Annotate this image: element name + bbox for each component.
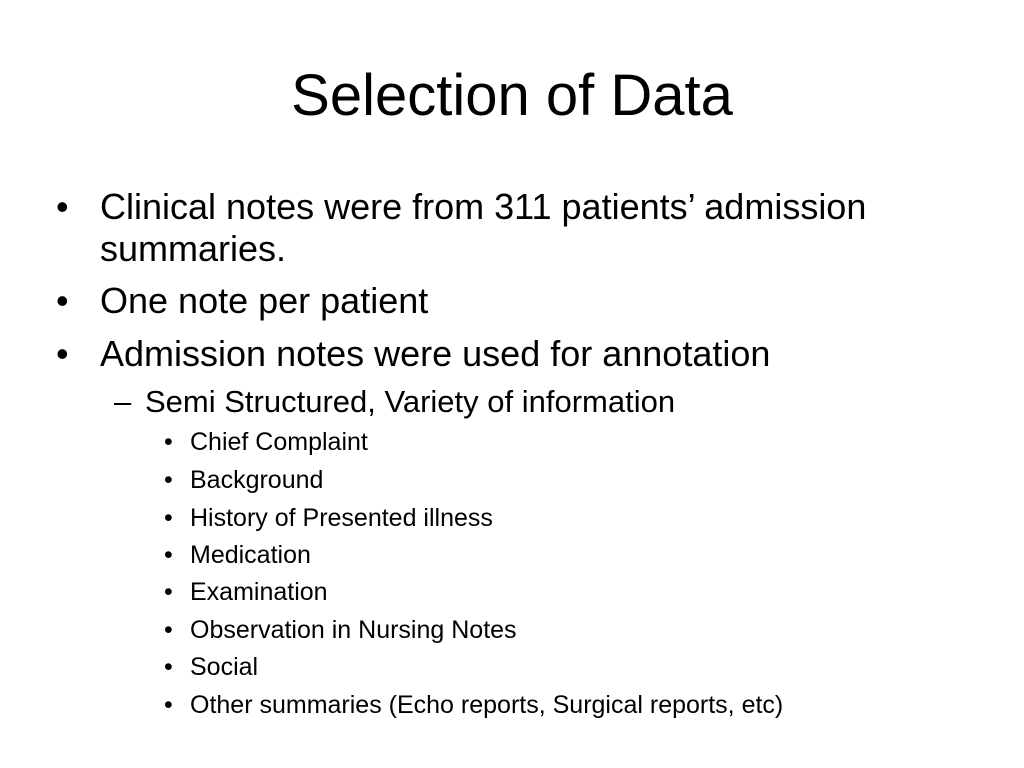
- bullet-glyph: •: [164, 691, 173, 719]
- bullet-item-level2: [114, 384, 974, 420]
- bullet-glyph: •: [164, 616, 173, 644]
- bullet-text: History of Presented illness: [190, 504, 493, 532]
- bullet-item-level1: [56, 333, 976, 375]
- bullet-item-level3: [164, 653, 984, 682]
- bullet-text: Examination: [190, 578, 328, 606]
- bullet-text: Semi Structured, Variety of information: [145, 384, 676, 419]
- bullet-item-level1: [56, 280, 976, 322]
- bullet-glyph: •: [164, 653, 173, 681]
- bullet-glyph: •: [164, 504, 173, 532]
- bullet-glyph: •: [56, 280, 69, 321]
- bullet-text: Other summaries (Echo reports, Surgical reports, etc): [190, 691, 784, 719]
- bullet-item-level3: [164, 578, 984, 607]
- bullet-text: Social: [190, 653, 259, 681]
- bullet-item-level3: [164, 466, 984, 495]
- bullet-item-level3: [164, 541, 984, 570]
- bullet-text: One note per patient: [100, 280, 429, 321]
- bullet-glyph: •: [164, 541, 173, 569]
- bullet-item-level3: [164, 428, 984, 457]
- bullet-glyph: •: [164, 466, 173, 494]
- bullet-glyph: •: [56, 333, 69, 374]
- bullet-text: Background: [190, 466, 324, 494]
- bullet-item-level3: [164, 691, 984, 720]
- bullet-text: Observation in Nursing Notes: [190, 616, 517, 644]
- bullet-item-level1: [56, 186, 976, 270]
- bullet-glyph: •: [164, 428, 173, 456]
- slide-title: Selection of Data: [291, 63, 733, 128]
- dash-glyph: –: [114, 384, 132, 419]
- bullet-text: Medication: [190, 541, 311, 569]
- bullet-glyph: •: [164, 578, 173, 606]
- bullet-item-level3: [164, 616, 984, 645]
- bullet-text-continued: summaries.: [100, 228, 287, 269]
- bullet-text: Clinical notes were from 311 patients’ admission: [100, 186, 867, 227]
- bullet-text: Admission notes were used for annotation: [100, 333, 771, 374]
- bullet-glyph: •: [56, 186, 69, 227]
- bullet-text: Chief Complaint: [190, 428, 368, 456]
- bullet-item-level3: [164, 504, 984, 533]
